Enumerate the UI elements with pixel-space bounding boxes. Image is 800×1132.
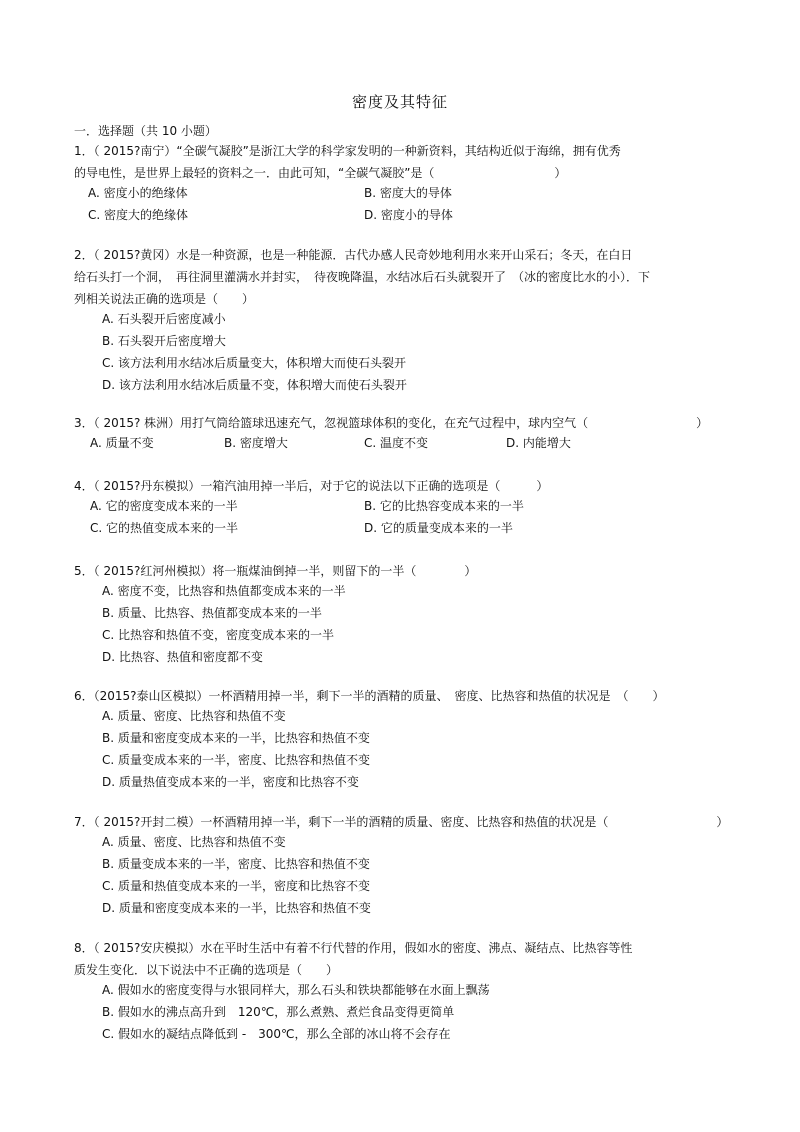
question-7 bbox=[74, 811, 729, 915]
question-stem bbox=[74, 140, 724, 184]
question-6 bbox=[74, 685, 724, 789]
option-b[interactable]: B. 石头裂开后密度增大 bbox=[102, 334, 226, 348]
option-a[interactable]: A. 密度不变，比热容和热值都变成本来的一半 bbox=[102, 584, 346, 598]
option-a[interactable]: A. 密度小的绝缘体 bbox=[88, 186, 188, 200]
question-stem bbox=[74, 937, 724, 981]
stem-line: 列相关说法正确的选项是（ ） bbox=[74, 292, 255, 306]
option-c[interactable]: C. 它的热值变成本来的一半 bbox=[90, 521, 239, 535]
stem-line: 1．（ 2015?南宁）“全碳气凝胶”是浙江大学的科学家发明的一种新资料，其结构近似于海绵，拥有优秀 bbox=[74, 144, 621, 158]
option-a[interactable]: A. 质量不变 bbox=[90, 436, 154, 450]
stem-line: 4．（ 2015?丹东模拟）一箱汽油用掉一半后，对于它的说法以下正确的选项是（ ） bbox=[74, 479, 549, 493]
section-heading: 一．选择题（共 10 小题） bbox=[74, 124, 217, 138]
option-c[interactable]: C. 密度大的绝缘体 bbox=[88, 208, 189, 222]
option-a[interactable]: A. 假如水的密度变得与水银同样大，那么石头和铁块都能够在水面上飘荡 bbox=[102, 983, 490, 997]
stem-line: 8．（ 2015?安庆模拟）水在平时生活中有着不行代替的作用，假如水的密度、沸点、凝结点、比热容等性 bbox=[74, 941, 633, 955]
option-b[interactable]: B. 质量、比热容、热值都变成本来的一半 bbox=[102, 606, 322, 620]
option-a[interactable]: A. 质量、密度、比热容和热值不变 bbox=[102, 709, 286, 723]
stem-line: 质发生变化．以下说法中不正确的选项是（ ） bbox=[74, 963, 339, 977]
question-stem bbox=[74, 475, 724, 497]
option-c[interactable]: C. 该方法利用水结冰后质量变大，体积增大而使石头裂开 bbox=[102, 356, 407, 370]
option-a[interactable]: A. 质量、密度、比热容和热值不变 bbox=[102, 835, 286, 849]
option-a[interactable]: A. 它的密度变成本来的一半 bbox=[90, 499, 238, 513]
stem-line: 给石头打一个洞， 再往洞里灌满水并封实， 待夜晚降温，水结冰后石头就裂开了 （冰的密度比水的小）．下 bbox=[74, 270, 651, 284]
question-stem bbox=[74, 685, 724, 707]
option-b[interactable]: B. 它的比热容变成本来的一半 bbox=[364, 499, 524, 513]
option-d[interactable]: D. 质量热值变成本来的一半，密度和比热容不变 bbox=[102, 775, 359, 789]
question-8 bbox=[74, 937, 724, 1041]
question-stem bbox=[74, 560, 724, 582]
question-3 bbox=[74, 412, 724, 450]
question-2 bbox=[74, 244, 724, 392]
option-d[interactable]: D. 内能增大 bbox=[506, 436, 571, 450]
question-4 bbox=[74, 475, 724, 535]
stem-line: 5．（ 2015?红河州模拟）将一瓶煤油倒掉一半，则留下的一半（ ） bbox=[74, 564, 477, 578]
option-c[interactable]: C. 假如水的凝结点降低到 - 300℃，那么全部的冰山将不会存在 bbox=[102, 1027, 451, 1041]
option-d[interactable]: D. 它的质量变成本来的一半 bbox=[364, 521, 513, 535]
option-b[interactable]: B. 密度大的导体 bbox=[364, 186, 452, 200]
question-stem bbox=[74, 811, 729, 833]
stem-line: 2．（ 2015?黄冈）水是一种资源，也是一种能源．古代办感人民奇妙地利用水来开山采石；冬天，在白日 bbox=[74, 248, 633, 262]
option-c[interactable]: C. 质量和热值变成本来的一半，密度和比热容不变 bbox=[102, 879, 371, 893]
option-a[interactable]: A. 石头裂开后密度减小 bbox=[102, 312, 226, 326]
question-1 bbox=[74, 140, 724, 222]
option-b[interactable]: B. 质量变成本来的一半，密度、比热容和热值不变 bbox=[102, 857, 370, 871]
option-c[interactable]: C. 质量变成本来的一半，密度、比热容和热值不变 bbox=[102, 753, 371, 767]
option-b[interactable]: B. 质量和密度变成本来的一半，比热容和热值不变 bbox=[102, 731, 370, 745]
page-title: 密度及其特征 bbox=[351, 93, 448, 111]
option-b[interactable]: B. 假如水的沸点高升到 120℃，那么煮熟、煮烂食品变得更简单 bbox=[102, 1005, 455, 1019]
stem-line: 的导电性，是世界上最轻的资料之一．由此可知，“全碳气凝胶”是（ ） bbox=[74, 166, 567, 180]
question-stem bbox=[74, 412, 724, 434]
option-d[interactable]: D. 该方法利用水结冰后质量不变，体积增大而使石头裂开 bbox=[102, 378, 407, 392]
option-d[interactable]: D. 比热容、热值和密度都不变 bbox=[102, 650, 263, 664]
stem-line: 6．（2015?泰山区模拟）一杯酒精用掉一半，剩下一半的酒精的质量、 密度、比热容和热值的状况是 （ ） bbox=[74, 689, 665, 703]
option-b[interactable]: B. 密度增大 bbox=[224, 436, 288, 450]
question-stem bbox=[74, 244, 724, 310]
option-c[interactable]: C. 比热容和热值不变，密度变成本来的一半 bbox=[102, 628, 335, 642]
stem-line: 3．（ 2015? 株洲）用打气筒给篮球迅速充气，忽视篮球体积的变化，在充气过程中，球内空气（ ） bbox=[74, 416, 709, 430]
stem-line: 7．（ 2015?开封二模）一杯酒精用掉一半，剩下一半的酒精的质量、密度、比热容和热值的状况是（ ） bbox=[74, 815, 729, 829]
option-d[interactable]: D. 密度小的导体 bbox=[364, 208, 453, 222]
option-c[interactable]: C. 温度不变 bbox=[364, 436, 429, 450]
question-5 bbox=[74, 560, 724, 664]
option-d[interactable]: D. 质量和密度变成本来的一半，比热容和热值不变 bbox=[102, 901, 371, 915]
